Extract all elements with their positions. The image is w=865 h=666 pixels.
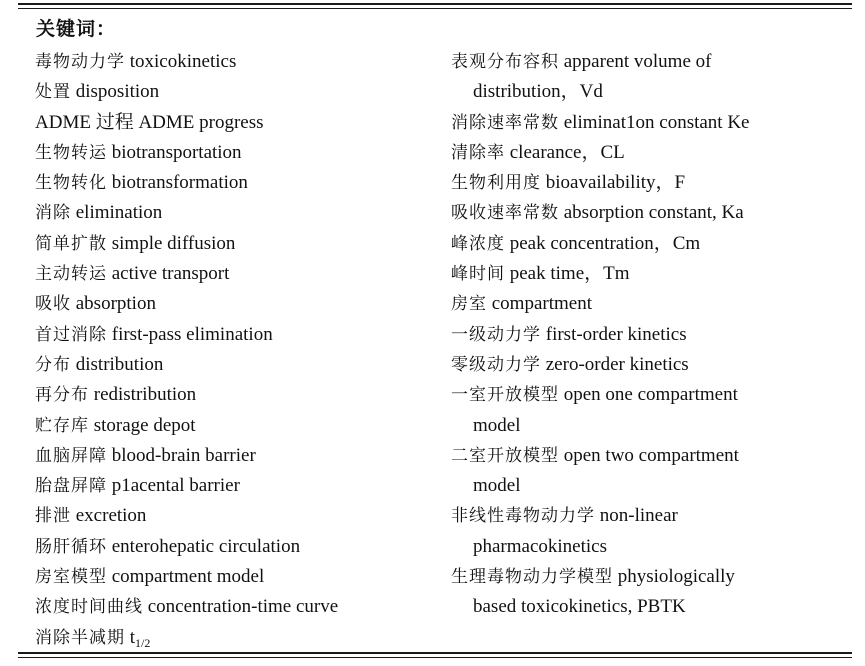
keyword-english: blood-brain barrier [111,444,256,466]
keyword-chinese: 房室 [451,294,487,315]
keyword-chinese: 主动转运 [35,264,107,285]
keyword-english: simple diffusion [111,232,236,254]
keyword-entry [35,320,435,350]
keyword-chinese: 血脑屏障 [35,445,107,466]
keyword-english: excretion [75,505,147,527]
keyword-chinese: 消除半减期 [35,627,125,648]
keyword-chinese: 生物利用度 [451,173,541,194]
keyword-english: open one compartment [563,384,738,406]
keyword-entry [451,229,846,259]
keyword-entry [451,138,846,168]
keyword-chinese: 零级动力学 [451,354,541,375]
bottom-rule-thick [18,652,852,654]
keyword-entry [35,259,435,289]
keyword-entry [451,350,846,380]
top-rule-thin [18,8,852,9]
keyword-entry [35,380,435,410]
keyword-english: non-linear [599,505,678,527]
keyword-entry [35,592,435,622]
keyword-continuation [451,471,846,501]
keyword-english: elimination [75,202,163,224]
keyword-entry [35,411,435,441]
keyword-entry [35,441,435,471]
keyword-entry [35,198,435,228]
keyword-chinese: 房室模型 [35,567,107,588]
keyword-continuation [451,77,846,107]
keyword-entry [451,47,846,77]
keyword-chinese: 浓度时间曲线 [35,597,143,618]
keyword-entry [451,289,846,319]
keyword-english: biotransformation [111,172,248,194]
keyword-chinese: 一级动力学 [451,324,541,345]
keyword-entry [451,501,846,531]
keyword-entry [35,562,435,592]
keyword-english: physiologically [617,566,735,588]
keyword-english: peak concentration，Cm [509,232,701,254]
keyword-entry [35,289,435,319]
keyword-entry [451,168,846,198]
keyword-english: p1acental barrier [111,475,240,497]
keyword-entry [451,108,846,138]
keyword-english: apparent volume of [563,51,712,72]
keyword-chinese: 吸收速率常数 [451,203,559,224]
keyword-chinese: 生物转运 [35,142,107,163]
keyword-chinese: 二室开放模型 [451,445,559,466]
keyword-english: model [473,475,521,497]
keyword-chinese: 非线性毒物动力学 [451,506,595,527]
keyword-english: eliminat1on constant Ke [563,111,750,133]
keyword-chinese: 表观分布容积 [451,52,559,72]
keyword-english: ADME 过程 ADME progress [35,111,264,133]
keyword-english: first-pass elimination [111,323,273,345]
keyword-english: $t_{1/2}$ [129,626,151,650]
keyword-chinese: 肠肝循环 [35,536,107,557]
keyword-entry [35,229,435,259]
keyword-chinese: 生物转化 [35,173,107,194]
keyword-english: distribution，Vd [473,81,603,103]
keyword-chinese: 消除速率常数 [451,112,559,133]
keyword-chinese: 一室开放模型 [451,385,559,406]
keyword-english: first-order kinetics [545,323,687,345]
keyword-entry [35,501,435,531]
keyword-chinese: 生理毒物动力学模型 [451,567,613,588]
keyword-english: compartment model [111,566,265,588]
keyword-entry [35,77,435,107]
keyword-english: storage depot [93,414,196,436]
keyword-english: peak time，Tm [509,263,630,285]
keyword-continuation [451,411,846,441]
keyword-chinese: 胎盘屏障 [35,476,107,497]
keyword-chinese: 处置 [35,82,71,103]
keyword-english: based toxicokinetics, PBTK [473,596,686,618]
left-column [35,47,435,653]
keyword-chinese: 分布 [35,354,71,375]
keyword-entry [451,562,846,592]
keyword-entry [35,108,435,138]
keyword-entry [451,198,846,228]
bottom-rule-thin [18,657,852,658]
keyword-chinese: 峰时间 [451,264,505,285]
right-column [451,47,846,623]
keyword-chinese: 首过消除 [35,324,107,345]
top-rule-thick [18,3,852,5]
keyword-english: concentration-time curve [147,596,339,618]
keyword-english: disposition [75,81,160,103]
keyword-entry [451,441,846,471]
keyword-english: enterohepatic circulation [111,535,301,557]
keyword-english: bioavailability，F [545,172,686,194]
keyword-chinese: 简单扩散 [35,233,107,254]
keyword-subscript: 1/2 [135,635,151,650]
keyword-entry [35,138,435,168]
keyword-english: zero-order kinetics [545,353,689,375]
keyword-english: absorption constant, Ka [563,202,744,224]
keywords-heading: 关键词： [36,18,117,40]
keyword-entry [451,380,846,410]
keyword-english: absorption [75,293,156,315]
keyword-entry [35,623,435,653]
keyword-chinese: 吸收 [35,294,71,315]
keyword-english: model [473,414,521,436]
keyword-continuation [451,592,846,622]
keyword-english: compartment [491,293,592,315]
keyword-entry [35,47,435,77]
keyword-entry [35,471,435,501]
keyword-entry [451,259,846,289]
keyword-english: clearance，CL [509,141,625,163]
keyword-entry [35,532,435,562]
keyword-english: open two compartment [563,444,739,466]
keyword-chinese: 峰浓度 [451,233,505,254]
keyword-chinese: 清除率 [451,142,505,163]
keyword-english: pharmacokinetics [473,535,608,557]
keyword-english: biotransportation [111,141,242,163]
keyword-chinese: 毒物动力学 [35,52,125,72]
keyword-continuation [451,532,846,562]
keyword-entry [451,320,846,350]
keyword-english: distribution [75,353,164,375]
keyword-english: redistribution [93,384,197,406]
keyword-entry [35,168,435,198]
keyword-english: toxicokinetics [129,51,237,72]
keyword-chinese: 排泄 [35,506,71,527]
keyword-chinese: 消除 [35,203,71,224]
keyword-english: active transport [111,263,230,285]
keyword-chinese: 再分布 [35,385,89,406]
keyword-chinese: 贮存库 [35,415,89,436]
keyword-entry [35,350,435,380]
